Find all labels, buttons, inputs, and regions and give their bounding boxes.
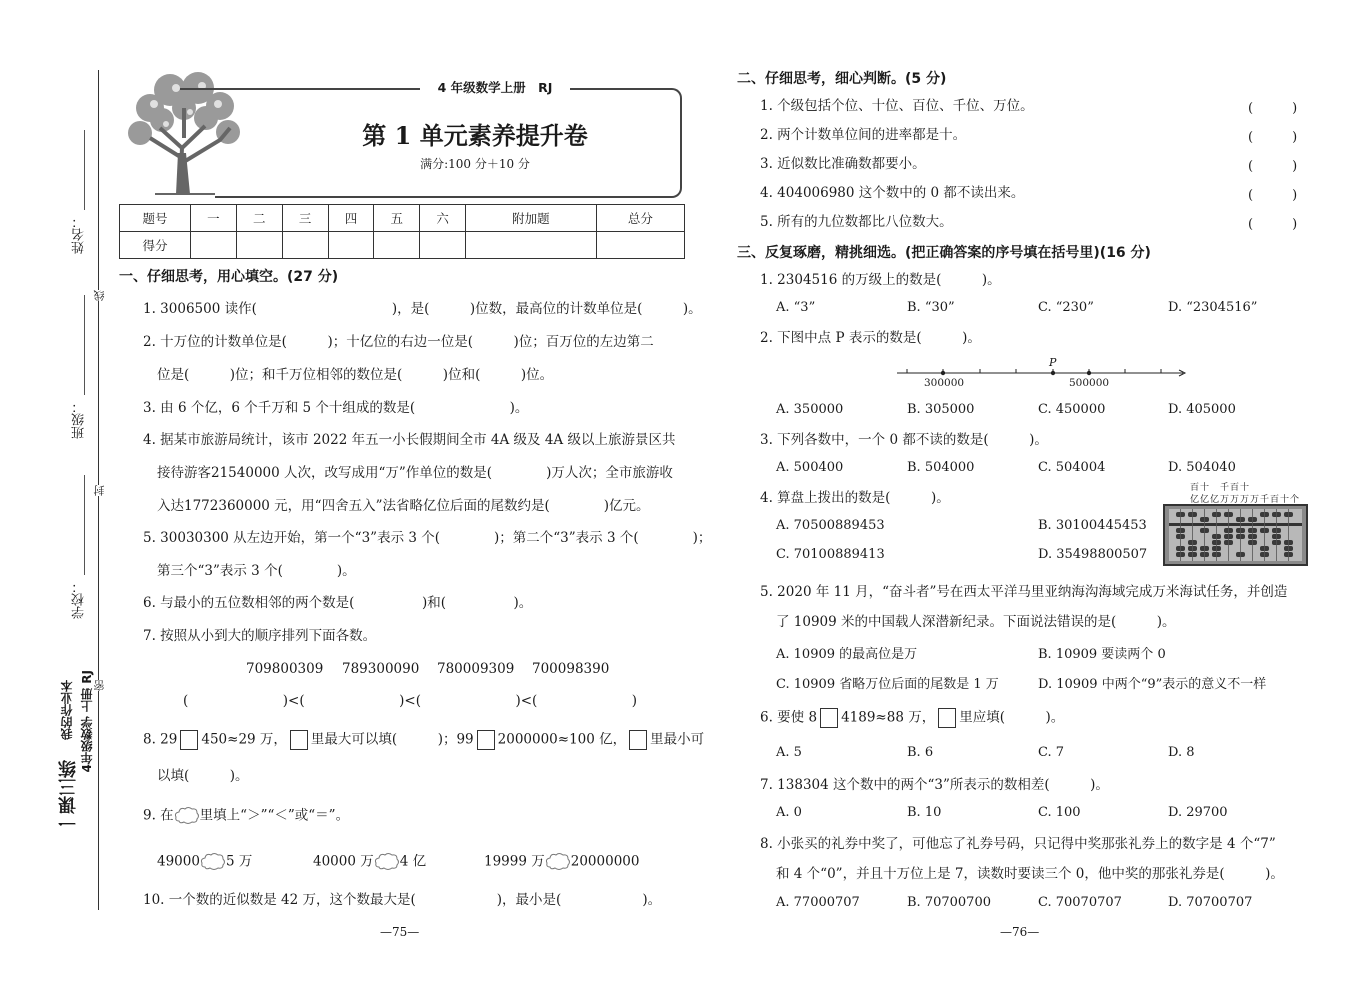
line-mark-xian: 线 [93, 290, 106, 301]
question-2-line1: 2. 十万位的计数单位是( )；十亿位的右边一位是( )位；百万位的左边第二 [143, 334, 654, 350]
question-2-line2: 位是( )位；和千万位相邻的数位是( )位和( )位。 [157, 367, 554, 383]
score-input-cell[interactable] [328, 232, 374, 259]
blank-box[interactable] [477, 730, 495, 750]
brand-grade: 4年级数学 上册 RJ [80, 670, 94, 773]
page-number-right: —76— [1000, 925, 1040, 939]
choice-q6-option-b[interactable]: B. 6 [907, 745, 934, 760]
choice-q6-option-c[interactable]: C. 7 [1038, 745, 1065, 760]
question-6: 6. 与最小的五位数相邻的两个数是( )和( )。 [143, 595, 533, 611]
judge-item-4: 4. 404006980 这个数中的 0 都不读出来。 [760, 185, 1025, 201]
grade-label: 4 年级数学上册 RJ [420, 78, 570, 96]
q9-text: 9. 在 [143, 807, 174, 824]
blank-box[interactable] [820, 708, 838, 728]
full-score: 满分:100 分＋10 分 [420, 157, 530, 171]
choice-q3: 3. 下列各数中，一个 0 都不读的数是( )。 [760, 432, 1048, 448]
judge-answer-5[interactable]: ( ) [1248, 217, 1298, 232]
choice-q6-option-d[interactable]: D. 8 [1168, 745, 1195, 760]
question-1: 1. 3006500 读作( )，是( )位数，最高位的计数单位是( )。 [143, 301, 702, 317]
q7-number-1: 709800309 [246, 661, 324, 677]
blank-box[interactable] [290, 730, 308, 750]
q9-item-1 [157, 852, 252, 872]
q7-number-2: 789300090 [342, 661, 420, 677]
choice-q4-option-a[interactable]: A. 70500889453 [776, 518, 885, 533]
choice-q8-line2: 和 4 个“0”，并且十万位上是 7，读数时要读三个 0，他中奖的那张礼券是( )。 [776, 866, 1284, 882]
judge-item-3: 3. 近似数比准确数都要小。 [760, 156, 926, 172]
number-line-point-p: P [1049, 356, 1057, 369]
choice-q2-option-c[interactable]: C. 450000 [1038, 402, 1106, 417]
choice-q4: 4. 算盘上拨出的数是( )。 [760, 490, 950, 506]
score-input-cell[interactable] [374, 232, 420, 259]
school-underline [84, 475, 85, 575]
choice-q3-option-c[interactable]: C. 504004 [1038, 460, 1106, 475]
score-cell: 总分 [596, 205, 684, 232]
score-input-cell[interactable] [191, 232, 237, 259]
score-input-cell[interactable] [236, 232, 282, 259]
judge-item-1: 1. 个级包括个位、十位、百位、千位、万位。 [760, 98, 1034, 114]
choice-q7-option-a[interactable]: A. 0 [776, 805, 802, 820]
page-title: 第 1 单元素养提升卷 [362, 121, 588, 150]
choice-q6 [760, 708, 1064, 728]
q9-item-2 [313, 852, 426, 872]
question-4-line1: 4. 据某市旅游局统计，该市 2022 年五一小长假期间全市 4A 级及 4A 级以上旅游景区共 [143, 432, 676, 448]
score-cell: 得分 [120, 232, 191, 259]
cloud-blank-icon [174, 806, 200, 826]
number-line [895, 355, 1190, 395]
line-mark-feng: 封 [93, 485, 106, 496]
header-top-line [180, 88, 420, 90]
q8-text: 里最大可以填( )；99 [310, 731, 474, 748]
q9-left: 19999 万 [484, 853, 545, 870]
choice-q8-line1: 8. 小张买的礼券中奖了，可他忘了礼券号码，只记得中奖那张礼券上的数字是 4 个“7” [760, 836, 1276, 852]
choice-q1-option-c[interactable]: C. “230” [1038, 300, 1094, 315]
choice-q1-option-d[interactable]: D. “2304516” [1168, 300, 1258, 315]
choice-q5-option-c[interactable]: C. 10909 省略万位后面的尾数是 1 万 [776, 677, 999, 692]
choice-q4-option-d[interactable]: D. 35498800507 [1038, 547, 1148, 562]
choice-q2-option-b[interactable]: B. 305000 [907, 402, 975, 417]
judge-item-2: 2. 两个计数单位间的进率都是十。 [760, 127, 967, 143]
brand-subtitle: 我的作业本 [60, 680, 74, 740]
name-underline [84, 130, 85, 210]
question-5-line1: 5. 30030300 从左边开始，第一个“3”表示 3 个( )；第二个“3”表示 3 个( )； [143, 530, 712, 546]
q8-text: 里最小可 [650, 731, 705, 748]
score-input-cell[interactable] [466, 232, 597, 259]
q6-text: 里应填( )。 [959, 709, 1065, 726]
choice-q8-option-c[interactable]: C. 70070707 [1038, 895, 1122, 910]
section1-title: 一、仔细思考，用心填空。(27 分) [119, 269, 339, 285]
choice-q3-option-d[interactable]: D. 504040 [1168, 460, 1236, 475]
judge-answer-4[interactable]: ( ) [1248, 188, 1298, 203]
abacus-top-labels: 百十 千百十 [1190, 483, 1251, 493]
q8-text: 2000000≈100 亿， [497, 731, 627, 748]
choice-q5-option-b[interactable]: B. 10909 要读两个 0 [1038, 647, 1166, 662]
question-7: 7. 按照从小到大的顺序排列下面各数。 [143, 628, 377, 644]
q9-right: 4 亿 [399, 853, 427, 870]
choice-q4-option-c[interactable]: C. 70100889413 [776, 547, 885, 562]
number-line-tick-label: 500000 [1069, 377, 1110, 389]
score-cell: 附加题 [466, 205, 597, 232]
score-cell: 二 [236, 205, 282, 232]
score-table-score-row [120, 232, 685, 259]
score-cell: 五 [374, 205, 420, 232]
q9-text: 里填上“＞”“＜”或“＝”。 [199, 807, 350, 824]
q7-number-3: 780009309 [437, 661, 515, 677]
q9-item-3 [484, 852, 639, 872]
question-9 [143, 806, 349, 826]
choice-q2-option-a[interactable]: A. 350000 [776, 402, 844, 417]
q7-answer-line[interactable]: ( )<( )<( )<( ) [183, 693, 638, 709]
score-cell: 六 [420, 205, 466, 232]
section2-title: 二、仔细思考，细心判断。(5 分) [737, 71, 947, 87]
question-8-line1 [143, 730, 704, 750]
choice-q8-option-a[interactable]: A. 77000707 [776, 895, 860, 910]
choice-q5-line1: 5. 2020 年 11 月，“奋斗者”号在西太平洋马里亚纳海沟海域完成万米海试任务，并创造 [760, 584, 1288, 600]
question-5-line2: 第三个“3”表示 3 个( )。 [157, 563, 356, 579]
cloud-blank-icon[interactable] [545, 852, 571, 872]
score-input-cell[interactable] [420, 232, 466, 259]
judge-item-5: 5. 所有的九位数都比八位数大。 [760, 214, 953, 230]
choice-q7-option-c[interactable]: C. 100 [1038, 805, 1081, 820]
abacus-place-labels: 亿亿亿万万万万千百十个 [1190, 495, 1301, 505]
choice-q1: 1. 2304516 的万级上的数是( )。 [760, 272, 1001, 288]
choice-q2: 2. 下图中点 P 表示的数是( )。 [760, 330, 981, 346]
q9-right: 20000000 [570, 853, 640, 870]
choice-q8-option-b[interactable]: B. 70700700 [907, 895, 991, 910]
question-3: 3. 由 6 个亿，6 个千万和 5 个十组成的数是( )。 [143, 400, 529, 416]
choice-q7: 7. 138304 这个数中的两个“3”所表示的数相差( )。 [760, 777, 1109, 793]
q6-text: 4189≈88 万， [841, 709, 936, 726]
q8-text: 8. 29 [143, 731, 178, 748]
page-number-left: —75— [380, 925, 420, 939]
choice-q7-option-b[interactable]: B. 10 [907, 805, 942, 820]
name-label: 姓名： [72, 215, 87, 254]
score-table-header-row [120, 205, 685, 232]
score-cell: 三 [282, 205, 328, 232]
q9-left: 40000 万 [313, 853, 374, 870]
choice-q5-line2: 了 10909 米的中国载人深潜新纪录。下面说法错误的是( )。 [776, 614, 1176, 630]
choice-q8-option-d[interactable]: D. 70700707 [1168, 895, 1253, 910]
number-line-tick-label: 300000 [924, 377, 965, 389]
choice-q3-option-b[interactable]: B. 504000 [907, 460, 975, 475]
judge-answer-1[interactable]: ( ) [1248, 101, 1298, 116]
question-4-line2: 接待游客21540000 人次，改写成用“万”作单位的数是( )万人次；全市旅游收 [157, 465, 673, 481]
score-input-cell[interactable] [282, 232, 328, 259]
choice-q3-option-a[interactable]: A. 500400 [776, 460, 844, 475]
choice-q6-option-a[interactable]: A. 5 [776, 745, 802, 760]
section3-title: 三、反复琢磨，精挑细选。(把正确答案的序号填在括号里)(16 分) [737, 245, 1151, 261]
choice-q5-option-d[interactable]: D. 10909 中两个“9”表示的意义不一样 [1038, 677, 1267, 692]
score-table [119, 204, 685, 259]
question-8-line2: 以填( )。 [157, 768, 249, 784]
score-input-cell[interactable] [596, 232, 684, 259]
q8-text: 450≈29 万， [201, 731, 287, 748]
q6-text: 6. 要使 8 [760, 709, 818, 726]
question-10: 10. 一个数的近似数是 42 万，这个数最大是( )，最小是( )。 [143, 892, 662, 908]
blank-box[interactable] [938, 708, 956, 728]
choice-q5-option-a[interactable]: A. 10909 的最高位是万 [776, 647, 918, 662]
class-label: 班级： [72, 400, 87, 439]
choice-q7-option-d[interactable]: D. 29700 [1168, 805, 1228, 820]
choice-q1-option-a[interactable]: A. “3” [776, 300, 816, 315]
choice-q4-option-b[interactable]: B. 30100445453 [1038, 518, 1147, 533]
school-label: 学校： [72, 580, 87, 619]
cloud-blank-icon[interactable] [200, 852, 226, 872]
cloud-blank-icon[interactable] [374, 852, 400, 872]
score-cell: 一 [191, 205, 237, 232]
blank-box[interactable] [180, 730, 198, 750]
score-cell: 四 [328, 205, 374, 232]
choice-q2-option-d[interactable]: D. 405000 [1168, 402, 1236, 417]
q9-left: 49000 [157, 853, 200, 870]
question-4-line3: 入达1772360000 元，用“四舍五入”法省略亿位后面的尾数约是( )亿元。 [157, 498, 650, 514]
q7-number-4: 700098390 [532, 661, 610, 677]
score-cell: 题号 [120, 205, 191, 232]
q9-right: 5 万 [225, 853, 253, 870]
blank-box[interactable] [629, 730, 647, 750]
judge-answer-2[interactable]: ( ) [1248, 130, 1298, 145]
class-underline [84, 295, 85, 395]
judge-answer-3[interactable]: ( ) [1248, 159, 1298, 174]
choice-q1-option-b[interactable]: B. “30” [907, 300, 955, 315]
line-mark-mi: 密 [93, 680, 106, 691]
abacus-image [1163, 504, 1308, 566]
brand-logo: 一课三练 [58, 760, 79, 832]
